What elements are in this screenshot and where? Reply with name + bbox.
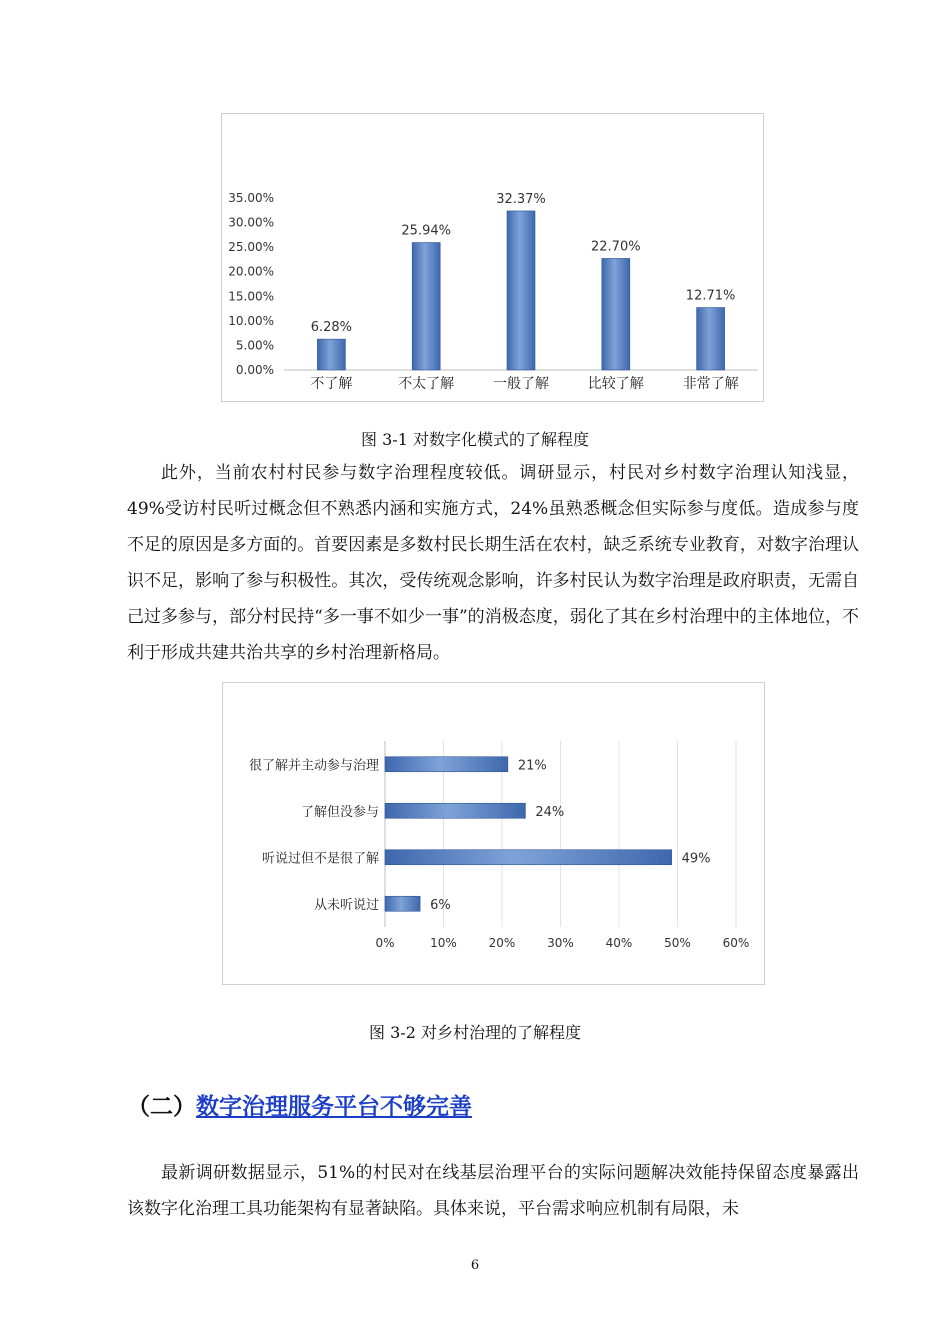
- bar-2: [412, 243, 440, 370]
- paragraph-1-text: 此外，当前农村村民参与数字治理程度较低。调研显示，村民对乡村数字治理认知浅显，49%受访村民听过概念但不熟悉内涵和实施方式，24%虽熟悉概念但实际参与度低。造成参与度不足的原因是多方面的。首要因素是多数村民长期生活在农村，缺乏系统专业教育，对数字治理认识不足，影响了参与积极性。其次，受传统观念影响，许多村民认为数字治理是政府职责，无需自己过多参与，部分村民持“多一事不如少一事”的消极态度，弱化了其在乡村治理中的主体地位，不利于形成共建共治共享的乡村治理新格局。: [127, 463, 859, 663]
- bar-value-label: 25.94%: [401, 223, 451, 239]
- bar-4: [602, 258, 630, 370]
- bar-3: [385, 850, 672, 865]
- x-tick-label: 20%: [488, 936, 516, 950]
- y-tick-label: 5.00%: [235, 338, 274, 353]
- x-tick-label: 30%: [547, 936, 574, 950]
- paragraph-2-text: 最新调研数据显示，51%的村民对在线基层治理平台的实际问题解决效能持保留态度暴露出该数字化治理工具功能架构有显著缺陷。具体来说，平台需求响应机制有局限，未: [127, 1163, 859, 1219]
- chart-3-1-svg: [222, 114, 763, 401]
- bar-value-label: 32.37%: [496, 191, 546, 207]
- y-category-label: 了解但没参与: [300, 804, 379, 820]
- page-number: 6: [470, 1258, 480, 1273]
- x-tick-label: 60%: [722, 936, 750, 950]
- section-heading: [127, 1088, 472, 1121]
- bar-1: [317, 339, 345, 370]
- bar-1: [385, 757, 508, 772]
- bar-value-label: 6.28%: [310, 320, 353, 336]
- section-heading-prefix: （二）: [127, 1094, 196, 1120]
- bar-value-label: 12.71%: [685, 288, 736, 304]
- x-category-label: 非常了解: [682, 376, 739, 392]
- bar-value-label: 24%: [535, 804, 565, 820]
- y-tick-label: 35.00%: [228, 191, 274, 205]
- bar-4: [385, 896, 420, 911]
- figure-3-2-chart: [222, 682, 765, 985]
- x-tick-label: 10%: [430, 936, 457, 950]
- figure-3-1-chart: [221, 113, 764, 402]
- x-category-label: 不太了解: [398, 376, 455, 392]
- x-category-label: 一般了解: [493, 376, 549, 392]
- x-tick-label: 0%: [375, 936, 395, 950]
- y-tick-label: 20.00%: [228, 264, 274, 279]
- x-category-label: 比较了解: [587, 376, 644, 392]
- body-paragraph-1: [127, 455, 859, 671]
- y-category-label: 听说过但不是很了解: [261, 851, 379, 867]
- y-category-label: 很了解并主动参与治理: [248, 758, 379, 774]
- y-tick-label: 0.00%: [235, 363, 274, 377]
- y-tick-label: 30.00%: [228, 215, 274, 230]
- y-tick-label: 25.00%: [228, 240, 274, 255]
- bar-5: [697, 308, 725, 370]
- bar-value-label: 49%: [681, 851, 711, 867]
- bar-value-label: 22.70%: [591, 239, 641, 255]
- body-paragraph-2: [127, 1155, 859, 1227]
- figure-3-2-caption: 图 3-2 对乡村治理的了解程度: [369, 1023, 581, 1042]
- bar-2: [385, 803, 525, 818]
- x-tick-label: 40%: [605, 936, 633, 950]
- y-category-label: 从未听说过: [313, 897, 379, 913]
- bar-value-label: 6%: [430, 897, 451, 913]
- y-tick-label: 15.00%: [228, 289, 274, 304]
- x-tick-label: 50%: [664, 936, 691, 950]
- y-tick-label: 10.00%: [228, 313, 274, 328]
- section-heading-link[interactable]: 数字治理服务平台不够完善: [196, 1094, 472, 1120]
- bar-value-label: 21%: [517, 758, 547, 774]
- figure-3-1-caption: 图 3-1 对数字化模式的了解程度: [361, 430, 589, 449]
- chart-3-2-svg: [223, 683, 764, 984]
- bar-3: [507, 211, 535, 370]
- x-category-label: 不了解: [310, 376, 353, 392]
